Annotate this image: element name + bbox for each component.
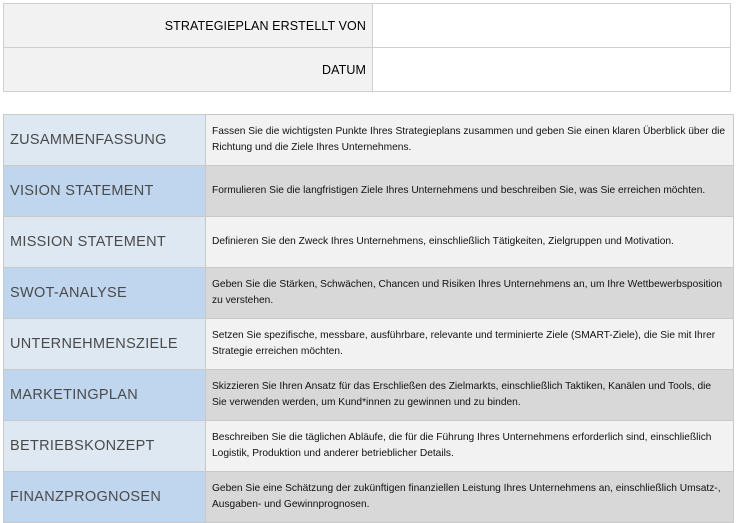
section-title: VISION STATEMENT [4,166,206,217]
section-title: SWOT-ANALYSE [4,268,206,319]
date-label: DATUM [4,48,373,92]
section-row-goals [4,319,734,370]
created-by-label: STRATEGIEPLAN ERSTELLT VON [4,4,373,48]
section-title: ZUSAMMENFASSUNG [4,115,206,166]
created-by-row [4,4,731,48]
section-row-summary [4,115,734,166]
section-row-operations [4,421,734,472]
section-title: FINANZPROGNOSEN [4,472,206,523]
section-description[interactable]: Definieren Sie den Zweck Ihres Unternehmens, einschließlich Tätigkeiten, Zielgruppen und Motivation. [206,217,734,268]
section-row-mission [4,217,734,268]
section-description[interactable]: Setzen Sie spezifische, messbare, ausführbare, relevante und terminierte Ziele (SMART-Ziele), die Sie mit Ihrer Strategie erreichen möchten. [206,319,734,370]
section-row-finance [4,472,734,523]
section-title: UNTERNEHMENSZIELE [4,319,206,370]
created-by-field[interactable] [373,4,731,48]
section-description[interactable]: Fassen Sie die wichtigsten Punkte Ihres Strategieplans zusammen und geben Sie einen klaren Überblick über die Richtung und die Ziele Ihres Unternehmens. [206,115,734,166]
section-title: MISSION STATEMENT [4,217,206,268]
section-title: MARKETINGPLAN [4,370,206,421]
section-description[interactable]: Geben Sie eine Schätzung der zukünftigen finanziellen Leistung Ihres Unternehmens an, einschließlich Umsatz-, Ausgaben- und Gewinnprognosen. [206,472,734,523]
section-description[interactable]: Skizzieren Sie Ihren Ansatz für das Erschließen des Zielmarkts, einschließlich Taktiken, Kanälen und Tools, die Sie verwenden werden, um Kund*innen zu gewinnen und zu binden. [206,370,734,421]
date-field[interactable] [373,48,731,92]
date-row [4,48,731,92]
section-description[interactable]: Geben Sie die Stärken, Schwächen, Chancen und Risiken Ihres Unternehmens an, um Ihre Wettbewerbsposition zu verstehen. [206,268,734,319]
section-description[interactable]: Formulieren Sie die langfristigen Ziele Ihres Unternehmens und beschreiben Sie, was Sie erreichen möchten. [206,166,734,217]
header-info-table [3,3,731,92]
section-row-swot [4,268,734,319]
section-title: BETRIEBSKONZEPT [4,421,206,472]
section-row-marketing [4,370,734,421]
strategy-sections-table [3,114,734,523]
section-description[interactable]: Beschreiben Sie die täglichen Abläufe, die für die Führung Ihres Unternehmens erforderlich sind, einschließlich Logistik, Produktion und anderer betrieblicher Details. [206,421,734,472]
section-row-vision [4,166,734,217]
